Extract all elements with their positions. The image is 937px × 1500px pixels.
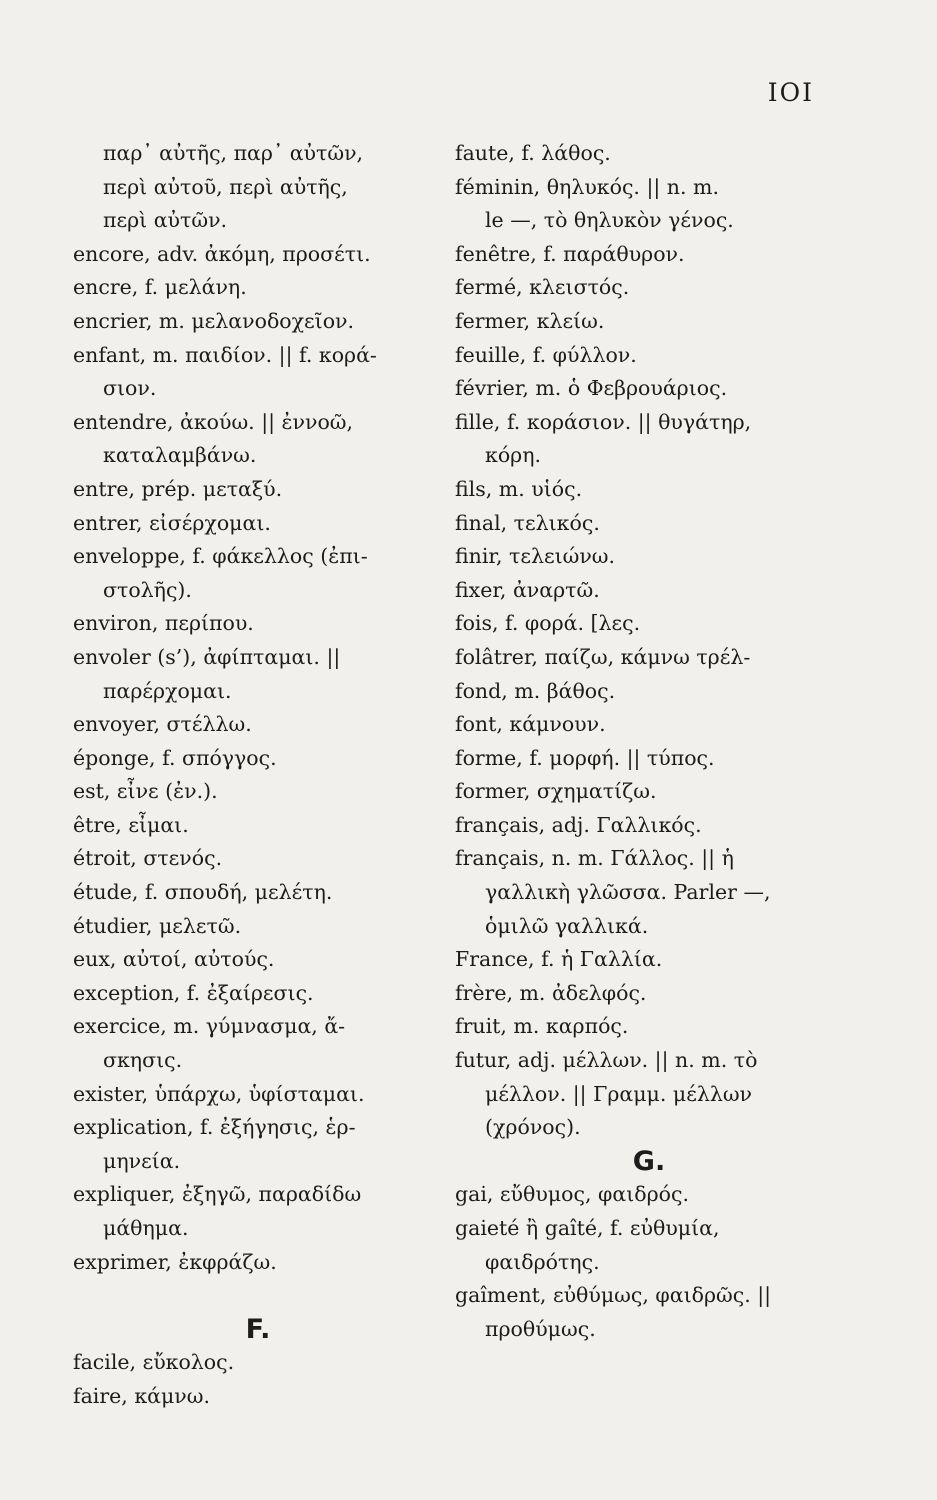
dictionary-entry: France, f. ἡ Γαλλία. bbox=[455, 947, 663, 972]
dictionary-entry: fils, m. υἱός. bbox=[455, 476, 583, 501]
dictionary-entry: exception, f. ἐξαίρεσις. bbox=[73, 980, 314, 1005]
dictionary-entry: fixer, ἀναρτῶ. bbox=[455, 577, 600, 602]
dictionary-entry: frère, m. ἀδελφός. bbox=[455, 980, 647, 1005]
dictionary-entry: français, adj. Γαλλικός. bbox=[455, 812, 702, 837]
dictionary-entry: envoler (s’), ἀφίπταμαι. || bbox=[73, 644, 341, 669]
entry-continuation: le —, τὸ θηλυκὸν γένος. bbox=[485, 208, 734, 233]
entry-continuation: ὁμιλῶ γαλλικά. bbox=[485, 913, 649, 938]
dictionary-entry: explication, f. ἐξήγησις, ἑρ- bbox=[73, 1115, 356, 1140]
dictionary-entry: exercice, m. γύμνασμα, ἄ- bbox=[73, 1014, 346, 1039]
dictionary-entry: fond, m. βάθος. bbox=[455, 678, 616, 703]
dictionary-entry: fruit, m. καρπός. bbox=[455, 1014, 629, 1039]
dictionary-entry: fille, f. κοράσιον. || θυγάτηρ, bbox=[455, 409, 752, 434]
dictionary-entry bbox=[73, 1279, 443, 1313]
dictionary-entry: enfant, m. παιδίον. || f. κορά- bbox=[73, 342, 377, 367]
entry-continuation: στολῆς). bbox=[103, 577, 192, 602]
entry-continuation: παρ᾽ αὐτῆς, παρ᾽ αὐτῶν, bbox=[103, 141, 364, 165]
dictionary-entry: encrier, m. μελανοδοχεῖον. bbox=[73, 308, 355, 333]
left-column bbox=[73, 137, 443, 1414]
dictionary-entry: fenêtre, f. παράθυρον. bbox=[455, 241, 685, 266]
dictionary-entry: être, εἶμαι. bbox=[73, 812, 189, 837]
entry-continuation: προθύμως. bbox=[485, 1316, 596, 1341]
dictionary-entry: folâtrer, παίζω, κάμνω τρέλ- bbox=[455, 644, 751, 669]
dictionary-entry: forme, f. μορφή. || τύπος. bbox=[455, 745, 715, 770]
entry-continuation: μέλλον. || Γραμμ. μέλλων bbox=[485, 1081, 753, 1106]
dictionary-entry: eux, αὐτοί, αὐτούς. bbox=[73, 947, 275, 972]
entry-continuation: περὶ αὐτῶν. bbox=[103, 208, 228, 233]
dictionary-entry: feuille, f. φύλλον. bbox=[455, 342, 637, 367]
dictionary-entry: enveloppe, f. φάκελλος (ἐπι- bbox=[73, 544, 368, 569]
dictionary-entry: faute, f. λάθος. bbox=[455, 141, 611, 165]
dictionary-entry: fermé, κλειστός. bbox=[455, 275, 630, 300]
dictionary-entry: gaîment, εὐθύμως, φαιδρῶς. || bbox=[455, 1283, 772, 1308]
dictionary-entry: entrer, εἰσέρχομαι. bbox=[73, 510, 271, 535]
dictionary-entry: exister, ὑπάρχω, ὑφίσταμαι. bbox=[73, 1081, 365, 1106]
entry-continuation: (χρόνος). bbox=[485, 1115, 581, 1140]
dictionary-entry: former, σχηματίζω. bbox=[455, 779, 657, 804]
entry-continuation: σιον. bbox=[103, 376, 157, 401]
dictionary-entry: futur, adj. μέλλων. || n. m. τὸ bbox=[455, 1048, 758, 1073]
dictionary-entry: étude, f. σπουδή, μελέτη. bbox=[73, 880, 333, 905]
entry-continuation: παρέρχομαι. bbox=[103, 678, 232, 703]
dictionary-entry: étroit, στενός. bbox=[73, 846, 223, 871]
dictionary-entry: éponge, f. σπόγγος. bbox=[73, 745, 277, 770]
dictionary-entry: français, n. m. Γάλλος. || ἡ bbox=[455, 846, 734, 871]
dictionary-entry: expliquer, ἐξηγῶ, παραδίδω bbox=[73, 1182, 362, 1207]
dictionary-entry: facile, εὔκολος. bbox=[73, 1350, 235, 1375]
entry-continuation: γαλλικὴ γλῶσσα. Parler —, bbox=[485, 880, 771, 905]
dictionary-entry: étudier, μελετῶ. bbox=[73, 913, 242, 938]
dictionary-entry: gaieté ἢ gaîté, f. εὐθυμία, bbox=[455, 1216, 720, 1240]
entry-continuation: καταλαμβάνω. bbox=[103, 443, 257, 468]
entry-continuation: σκησις. bbox=[103, 1048, 183, 1073]
dictionary-entry: encre, f. μελάνη. bbox=[73, 275, 247, 300]
dictionary-entry: février, m. ὁ Φεβρουάριος. bbox=[455, 376, 728, 401]
section-letter: G. bbox=[632, 1145, 666, 1177]
dictionary-entry: fermer, κλείω. bbox=[455, 308, 605, 333]
dictionary-entry: entendre, ἀκούω. || ἐννοῶ, bbox=[73, 409, 354, 434]
dictionary-entry: faire, κάμνω. bbox=[73, 1383, 211, 1408]
entry-continuation: περὶ αὐτοῦ, περὶ αὐτῆς, bbox=[103, 174, 348, 199]
entry-continuation: φαιδρότης. bbox=[485, 1249, 600, 1274]
right-column bbox=[455, 137, 823, 1346]
dictionary-entry: final, τελικός. bbox=[455, 510, 600, 535]
entry-continuation: μάθημα. bbox=[103, 1216, 189, 1240]
dictionary-entry: entre, prép. μεταξύ. bbox=[73, 476, 283, 501]
page-number: IOI bbox=[767, 78, 814, 107]
entry-continuation: μηνεία. bbox=[103, 1148, 181, 1173]
entry-continuation: κόρη. bbox=[485, 443, 542, 468]
dictionary-entry: fois, f. φορά. [λες. bbox=[455, 611, 641, 636]
dictionary-entry: est, εἶνε (ἐν.). bbox=[73, 779, 218, 804]
dictionary-entry: finir, τελειώνω. bbox=[455, 544, 616, 569]
dictionary-entry: féminin, θηλυκός. || n. m. bbox=[455, 174, 719, 199]
dictionary-entry: font, κάμνουν. bbox=[455, 712, 606, 737]
dictionary-entry: encore, adv. ἀκόμη, προσέτι. bbox=[73, 241, 371, 266]
section-letter: F. bbox=[245, 1313, 271, 1345]
dictionary-entry: envoyer, στέλλω. bbox=[73, 712, 252, 737]
dictionary-entry: exprimer, ἐκφράζω. bbox=[73, 1249, 277, 1274]
dictionary-entry: gai, εὔθυμος, φαιδρός. bbox=[455, 1182, 689, 1207]
dictionary-entry: environ, περίπου. bbox=[73, 611, 254, 636]
